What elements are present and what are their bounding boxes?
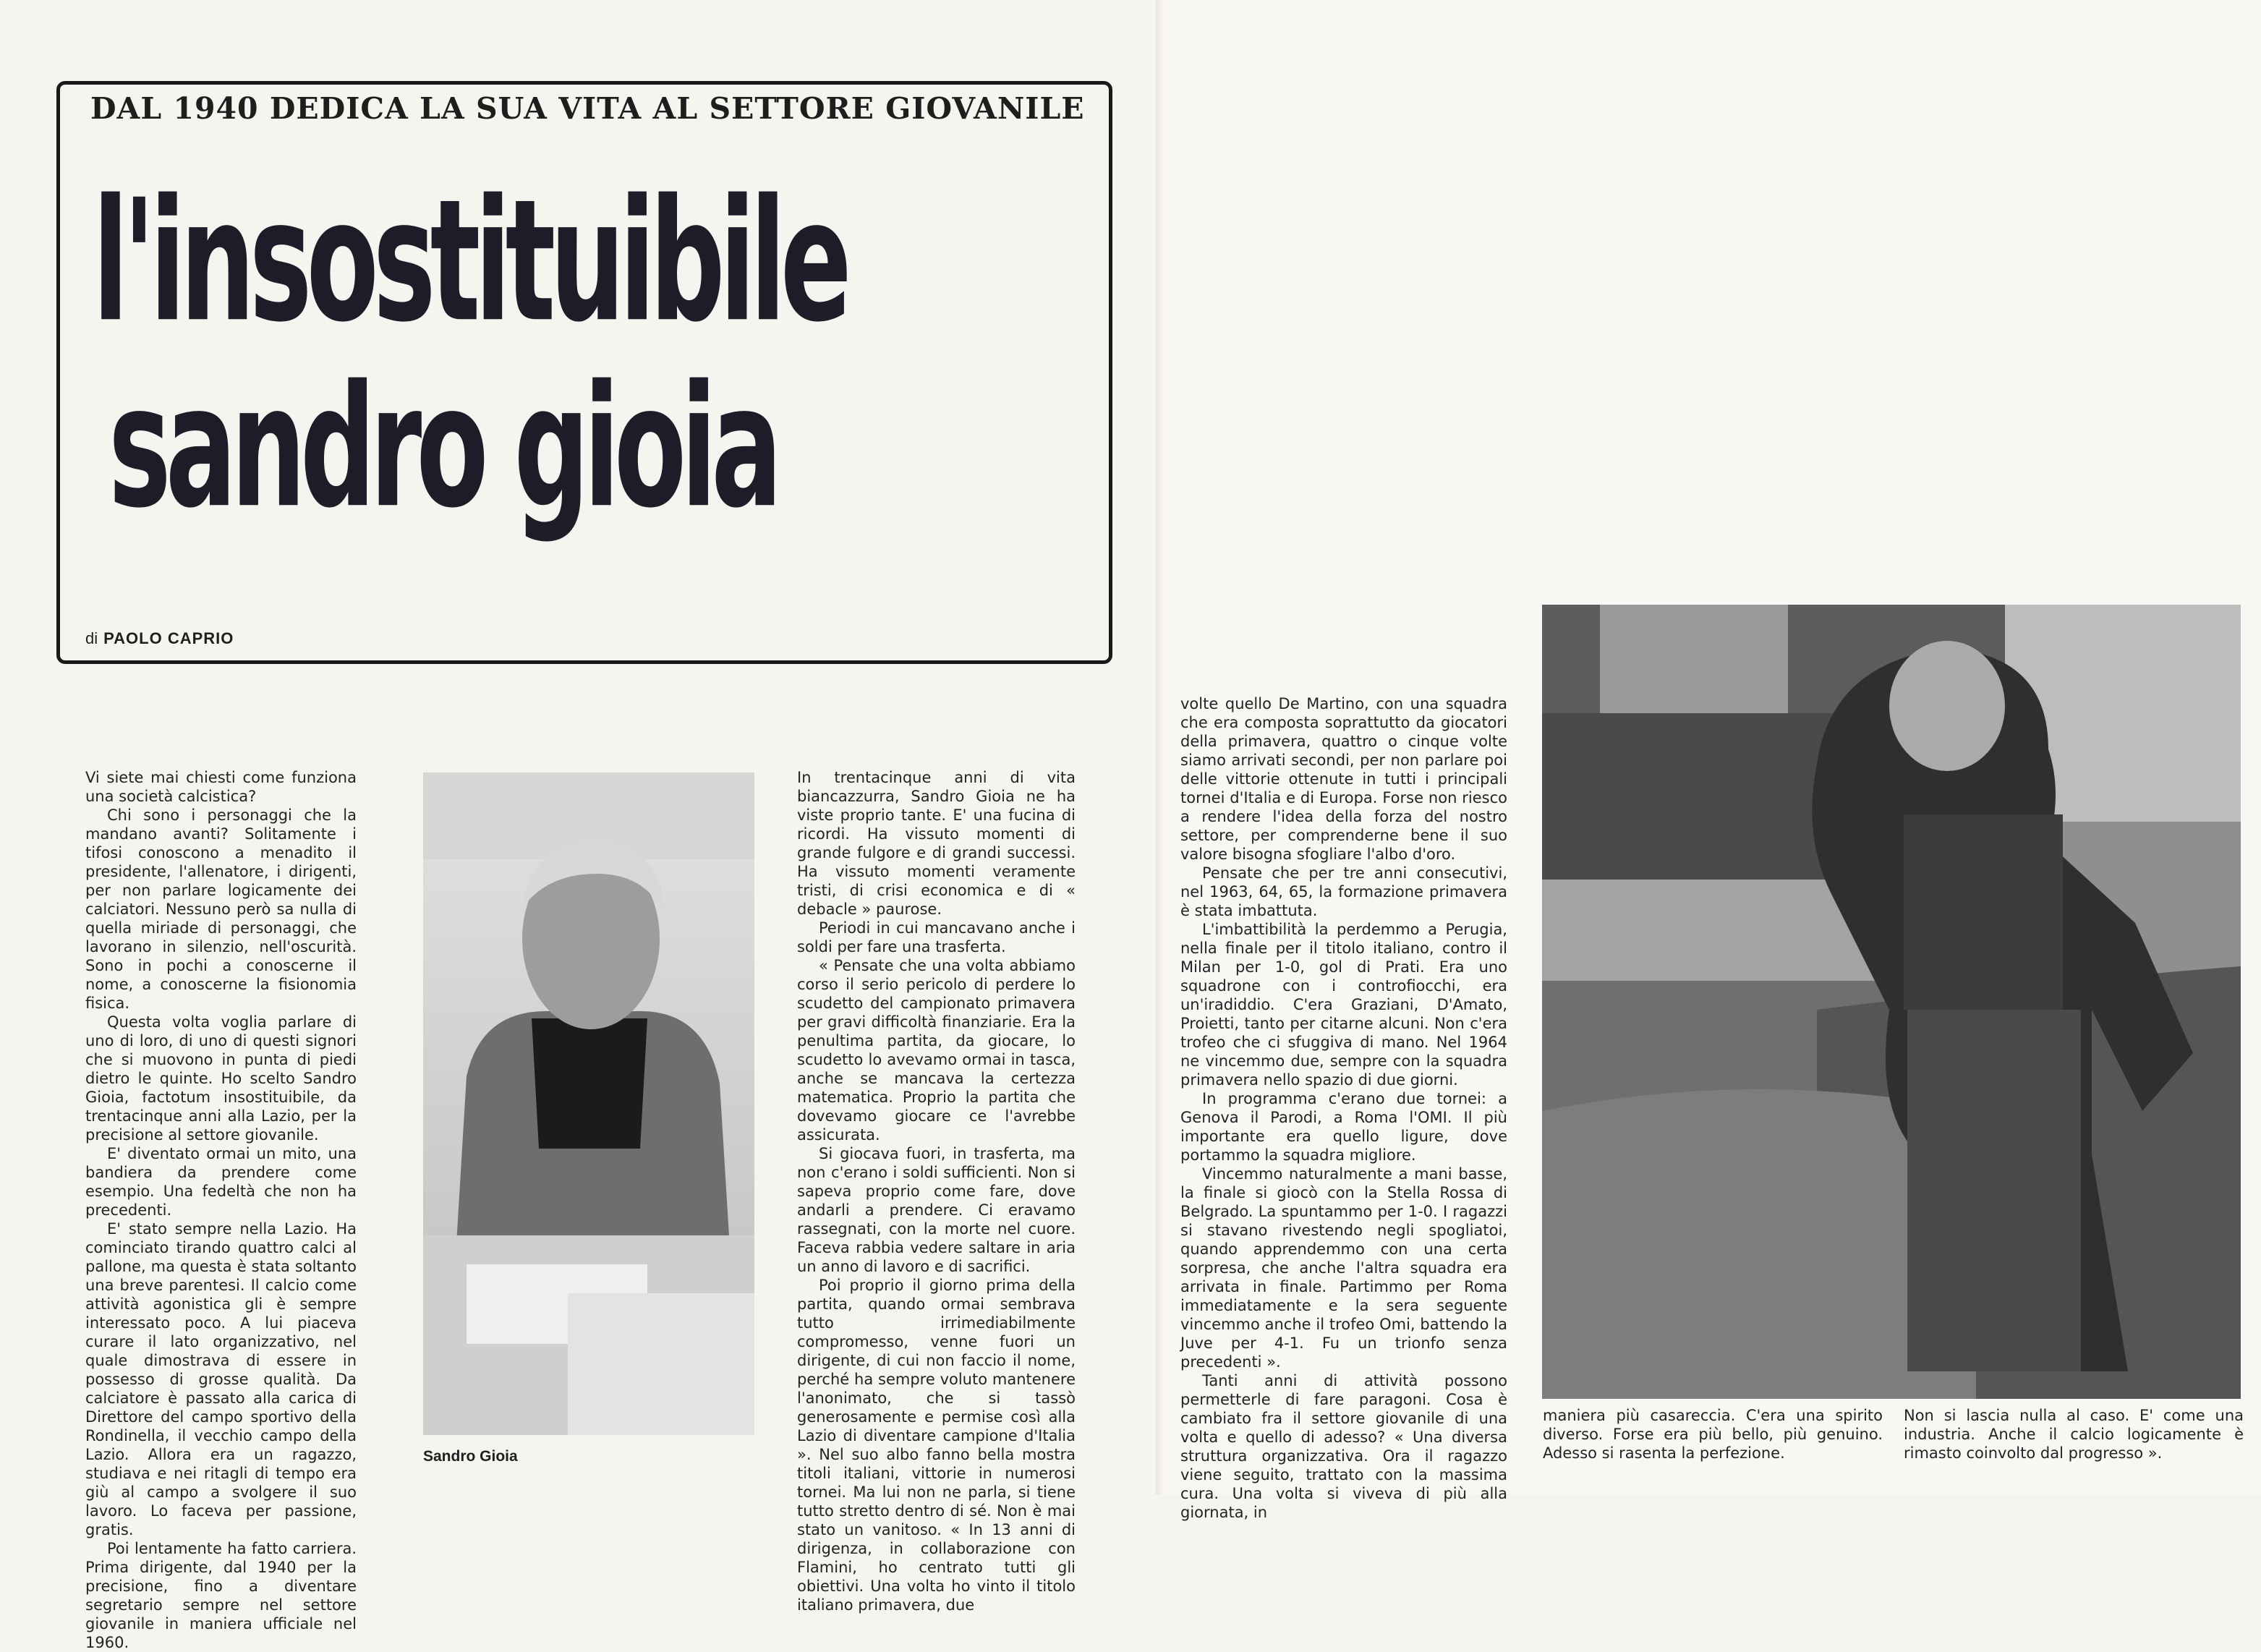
paragraph: In programma c'erano due tornei: a Genova il Parodi, a Roma l'OMI. Il più importante era quello ligure, dove portammo la squadra migliore.	[1180, 1090, 1507, 1164]
paragraph: Vincemmo naturalmente a mani basse, la finale si giocò con la Stella Rossa di Belgrado. La spuntammo per 1-0. I ragazzi si stavano rivestendo negli spogliatoi, quando apprendemmo con una certa sorpresa, che anche l'altra squadra era arrivata in finale. Partimmo per Roma immediatamente e la sera seguente vincemmo anche il trofeo Omi, battendo la Juve per 4-1. Fu un trionfo senza precedenti ».	[1180, 1165, 1507, 1371]
paragraph: Pensate che per tre anni consecutivi, nel 1963, 64, 65, la formazione primavera è stata imbattuta.	[1180, 864, 1507, 919]
paragraph: volte quello De Martino, con una squadra che era composta soprattutto da giocatori della primavera, quattro o cinque volte siamo arrivati secondi, per non parlare poi delle vittorie ottenute in tutti i principali tornei d'Italia e di Europa. Forse non riesco a rendere l'idea della forza del nostro settore, per comprenderne bene il suo valore bisogna sfogliare l'albo d'oro.	[1180, 695, 1507, 863]
paragraph: Si giocava fuori, in trasferta, ma non c'erano i soldi sufficienti. Non si sapeva proprio come fare, dove andarli a prendere. Ci eravamo rassegnati, con la morte nel cuore. Faceva rabbia vedere saltare in aria un anno di lavoro e di sacrifici.	[797, 1145, 1076, 1275]
paragraph: Periodi in cui mancavano anche i soldi per fare una trasferta.	[797, 919, 1076, 955]
paragraph: L'imbattibilità la perdemmo a Perugia, nella finale per il titolo italiano, contro il Milan per 1-0, gol di Prati. Era uno squadrone con i controfiocchi, era un'iradiddio. C'era Graziani, D'Amato, Proietti, tanto per citarne alcuni. Non c'era trofeo che ci sfuggiva di mano. Nel 1964 ne vincemmo due, sempre con la squadra primavera nello spazio di due giorni.	[1180, 921, 1507, 1089]
article-column-4	[1543, 1406, 1883, 1494]
article-column-1	[85, 768, 357, 1651]
article-column-5	[1904, 1406, 2244, 1494]
headline-line-2: sandro gioia	[108, 350, 777, 546]
paragraph: In trentacinque anni di vita biancazzurra, Sandro Gioia ne ha viste proprio tante. E' una fucina di ricordi. Ha vissuto momenti di grande fulgore e di grandi successi. Ha vissuto momenti veramente tristi, di crisi economica e di « debacle » paurose.	[797, 769, 1076, 918]
paragraph: Questa volta voglia parlare di uno di loro, di uno di questi signori che si muovono in punta di piedi dietro le quinte. Ho scelto Sandro Gioia, factotum insostituibile, da trentacinque anni alla Lazio, per la precisione al settore giovanile.	[85, 1013, 357, 1144]
paragraph: E' stato sempre nella Lazio. Ha cominciato tirando quattro calci al pallone, ma questa è stata soltanto una breve parentesi. Il calcio come attività agonistica gli è sempre interessato poco. A lui piaceva curare il lato organizzativo, nel quale dimostrava di essere in possesso di grosse qualità. Da calciatore è passato alla carica di Direttore del campo sportivo della Rondinella, il vecchio campo della Lazio. Allora era un ragazzo, studiava e nei ritagli di tempo era giù al campo a svolgere il suo lavoro. Lo faceva per passione, gratis.	[85, 1220, 357, 1538]
byline-author: PAOLO CAPRIO	[103, 629, 234, 647]
paragraph: Poi lentamente ha fatto carriera. Prima dirigente, dal 1940 per la precisione, fino a diventare segretario sempre nel settore giovanile in maniera ufficiale nel 1960.	[85, 1540, 357, 1651]
paragraph: E' diventato ormai un mito, una bandiera da prendere come esempio. Una fedeltà che non ha precedenti.	[85, 1145, 357, 1219]
paragraph: Non si lascia nulla al caso. E' come una industria. Anche il calcio logicamente è rimasto coinvolto dal progresso ».	[1904, 1407, 2244, 1462]
paragraph: Chi sono i personaggi che la mandano avanti? Solitamente i tifosi conoscono a menadito il presidente, l'allenatore, i dirigenti, per non parlare logicamente dei calciatori. Nessuno però sa nulla di quella miriade di personaggi, che lavorano in silenzio, nell'oscurità. Sono in pochi a conoscerne il nome, a conoscerne la fisionomia fisica.	[85, 806, 357, 1012]
page-gutter	[1156, 0, 1166, 1494]
paragraph: Tanti anni di attività possono permetterle di fare paragoni. Cosa è cambiato fra il settore giovanile di una volta e quello di adesso? « Una diversa struttura organizzativa. Ora il ragazzo viene seguito, trattato con la massima cura. Una volta si viveva di più alla giornata, in	[1180, 1372, 1507, 1521]
paragraph: maniera più casareccia. C'era una spirito diverso. Forse era più bello, più genuino. Adesso si rasenta la perfezione.	[1543, 1407, 1883, 1462]
photo-caption: Sandro Gioia	[423, 1448, 518, 1465]
field-photo	[1542, 605, 2241, 1399]
byline-prefix: di	[85, 629, 98, 647]
byline	[85, 629, 234, 648]
paragraph: Vi siete mai chiesti come funziona una società calcistica?	[85, 769, 357, 805]
paragraph: « Pensate che una volta abbiamo corso il serio pericolo di perdere lo scudetto del campionato primavera per gravi difficoltà finanziarie. Era la penultima partita, da giocare, lo scudetto lo avevamo ormai in tasca, anche se mancava la certezza matematica. Proprio la partita che dovevamo giocare ce l'avrebbe assicurata.	[797, 957, 1076, 1144]
portrait-photo	[423, 772, 754, 1435]
headline-line-1: l'insostituibile	[93, 164, 846, 360]
paragraph: Poi proprio il giorno prima della partita, quando ormai sembrava tutto irrimediabilmente compromesso, venne fuori un dirigente, di cui non faccio il nome, perché ha sempre voluto mantenere l'anonimato, che si tassò generosamente e permise così alla Lazio di diventare campione d'Italia ». Nel suo albo fanno bella mostra titoli italiani, vittorie in numerosi tornei. Ma lui non ne parla, si tiene tutto stretto dentro di sé. Non è mai stato un vanitoso. « In 13 anni di dirigenza, in collaborazione con Flamini, ho centrato tutti gli obiettivi. Una volta ho vinto il titolo italiano primavera, due	[797, 1277, 1076, 1614]
article-column-3	[1180, 694, 1507, 1521]
kicker: DAL 1940 DEDICA LA SUA VITA AL SETTORE GIOVANILE	[90, 91, 1085, 126]
article-column-2	[797, 768, 1076, 1614]
